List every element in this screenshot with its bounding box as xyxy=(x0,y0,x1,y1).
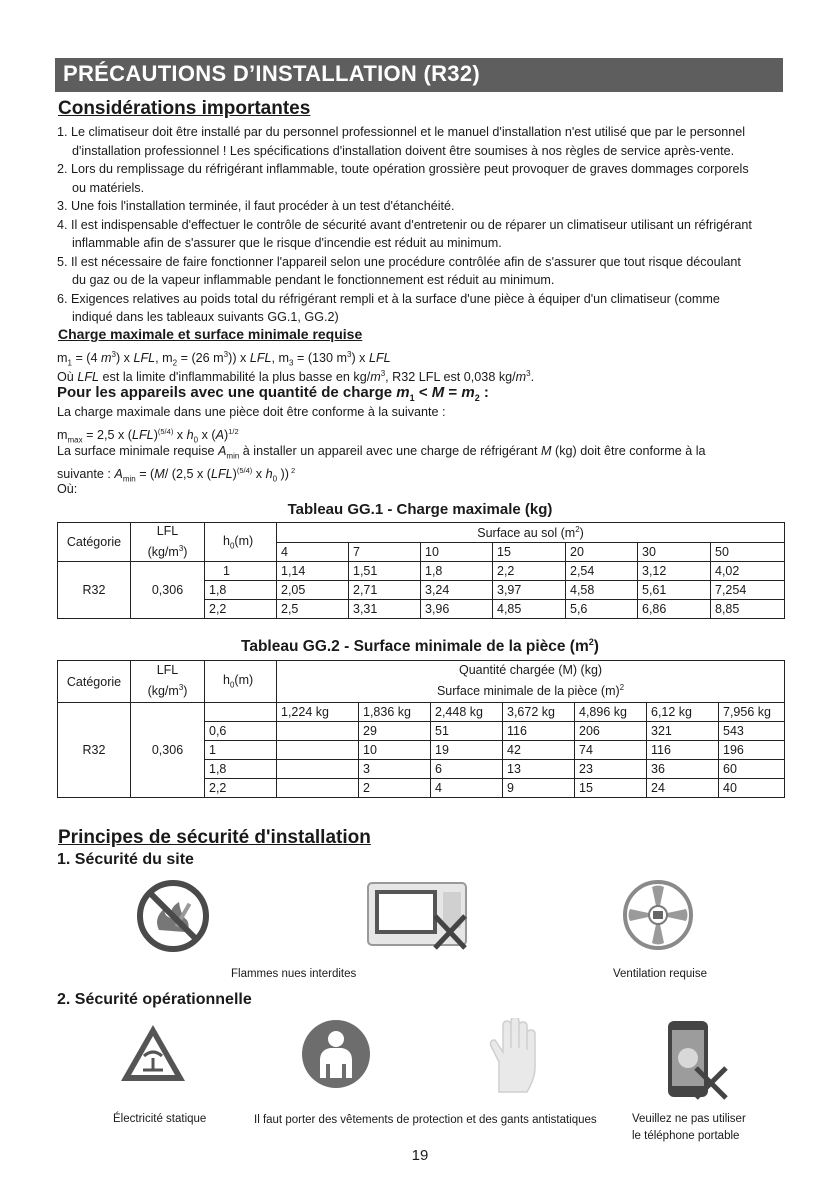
operational-safety-heading: 2. Sécurité opérationnelle xyxy=(57,991,252,1008)
category-cell: R32 xyxy=(58,703,131,798)
value-cell: 3 xyxy=(359,760,431,779)
value-cell: 2,5 xyxy=(277,600,349,619)
value-cell: 2,54 xyxy=(566,562,638,581)
value-cell: 5,61 xyxy=(638,581,711,600)
value-cell: 116 xyxy=(503,722,575,741)
page-number: 19 xyxy=(411,1147,429,1164)
value-cell: 2,71 xyxy=(349,581,421,600)
surface-20: 20 xyxy=(566,542,638,562)
considerations-list xyxy=(57,123,787,327)
lfl-cell: 0,306 xyxy=(131,703,205,798)
value-cell: 1,51 xyxy=(349,562,421,581)
safety-heading: Principes de sécurité d'installation xyxy=(58,827,371,848)
min-surface-formula: suivante : $A_{min} = (M/$ (2,5 x (LFL)$^{(5/4)}$ x $h_0$ )) $^2$ xyxy=(57,466,296,484)
value-cell: 2,05 xyxy=(277,581,349,600)
charge-cell: 3,672 kg xyxy=(503,703,575,722)
header-category: Catégorie xyxy=(58,661,131,703)
header-h0: $h_0(m)$ xyxy=(205,523,277,562)
value-cell: 42 xyxy=(503,741,575,760)
value-cell: 4 xyxy=(431,779,503,798)
value-cell xyxy=(277,760,359,779)
value-cell: 5,6 xyxy=(566,600,638,619)
mass-formula: $m_1 = (4$ $m^3$) x LFL, $m_2 = (26$ $m^3$)) x LFL, $m_3 = (130$ $m^3$) x LFL xyxy=(57,350,391,368)
value-cell: 19 xyxy=(431,741,503,760)
value-cell: 4,02 xyxy=(711,562,785,581)
lfl-definition: Où LFL est la limite d'inflammabilité la plus basse en $kg/m^3$, R32 LFL est 0,038 $kg/m^3$. xyxy=(57,369,535,385)
value-cell: 4,85 xyxy=(493,600,566,619)
charge-cell: 1,836 kg xyxy=(359,703,431,722)
surface-15: 15 xyxy=(493,542,566,562)
h-cell: 1,8 xyxy=(205,581,277,600)
value-cell: 4,58 xyxy=(566,581,638,600)
table-row xyxy=(58,703,785,722)
header-charge: Quantité chargée (M) (kg) Surface minimale de la pièce $(m)^2$ xyxy=(277,661,785,703)
charge-heading: Charge maximale et surface minimale requise xyxy=(58,326,363,342)
protective-clothing-icon xyxy=(300,1018,372,1095)
ventilation-icon xyxy=(622,879,694,956)
list-item-6: 6. Exigences relatives au poids total du réfrigérant rempli et à la surface d'une pièce à équiper d'un climatiseur (comme indiqué dans les tableaux suivants GG.1, GG.2) xyxy=(57,291,720,324)
static-warning-icon xyxy=(118,1022,188,1089)
h-cell: 1 xyxy=(205,741,277,760)
table2-caption: Tableau GG.2 - Surface minimale de la pièce $(m^2)$ xyxy=(241,637,599,656)
site-safety-heading: 1. Sécurité du site xyxy=(57,851,194,868)
value-cell: 8,85 xyxy=(711,600,785,619)
header-h0: $h_0(m)$ xyxy=(205,661,277,703)
caption-static: Électricité statique xyxy=(113,1113,207,1125)
appliance-prohibited-icon xyxy=(365,880,470,955)
value-cell: 543 xyxy=(719,722,785,741)
value-cell: 206 xyxy=(575,722,647,741)
max-charge-intro: La charge maximale dans une pièce doit être conforme à la suivante : xyxy=(57,405,446,419)
surface-7: 7 xyxy=(349,542,421,562)
charge-cell: 2,448 kg xyxy=(431,703,503,722)
caption-phone-line1: Veuillez ne pas utiliser xyxy=(632,1113,746,1125)
table-row xyxy=(58,562,785,581)
value-cell: 10 xyxy=(359,741,431,760)
value-cell: 3,24 xyxy=(421,581,493,600)
charge-cell: 6,12 kg xyxy=(647,703,719,722)
caption-protective: Il faut porter des vêtements de protection et des gants antistatiques xyxy=(254,1114,597,1126)
value-cell: 3,12 xyxy=(638,562,711,581)
list-item-1: 1. Le climatiseur doit être installé par du personnel professionnel et le manuel d'installation n'est utilisé que par le personnel d'installation professionnel ! Les spécifications d'installation doivent être soumises à nos règles de service après-vente. xyxy=(57,125,746,158)
list-item-4: 4. Il est indispensable d'effectuer le contrôle de sécurité avant d'entretenir ou de réparer un climatiseur utilisant un réfrigérant inflammable afin de s'assurer que le risque d'incendie est réduit au minimum. xyxy=(57,217,752,250)
value-cell: 36 xyxy=(647,760,719,779)
value-cell: 7,254 xyxy=(711,581,785,600)
caption-ventilation: Ventilation requise xyxy=(613,968,707,980)
charge-cell: 7,956 kg xyxy=(719,703,785,722)
category-cell: R32 xyxy=(58,562,131,619)
value-cell: 321 xyxy=(647,722,719,741)
value-cell: 24 xyxy=(647,779,719,798)
gloves-icon xyxy=(485,1018,547,1101)
min-surface-intro: La surface minimale requise $A_{min}$ à installer un appareil avec une charge de réfrigérant M (kg) doit être conforme à la xyxy=(57,444,706,461)
list-item-3: 3. Une fois l'installation terminée, il faut procéder à un test d'étanchéité. xyxy=(57,199,455,213)
h-cell: 1,8 xyxy=(205,760,277,779)
value-cell: 3,96 xyxy=(421,600,493,619)
surface-4: 4 xyxy=(277,542,349,562)
value-cell: 9 xyxy=(503,779,575,798)
mmax-formula: $m_{max} = 2,5$ x (LFL)$^{(5/4)}$ x $h_0$ x $(A)^{1/2}$ xyxy=(57,427,239,445)
title-banner xyxy=(55,58,783,92)
value-cell: 3,97 xyxy=(493,581,566,600)
value-cell xyxy=(277,741,359,760)
value-cell: 40 xyxy=(719,779,785,798)
value-cell: 23 xyxy=(575,760,647,779)
value-cell: 2,2 xyxy=(493,562,566,581)
value-cell: 74 xyxy=(575,741,647,760)
value-cell: 116 xyxy=(647,741,719,760)
no-flame-icon xyxy=(137,880,209,957)
value-cell: 51 xyxy=(431,722,503,741)
value-cell: 6 xyxy=(431,760,503,779)
appliances-heading: Pour les appareils avec une quantité de charge $m_1 < M = m_2$ : xyxy=(57,384,489,403)
table1-caption: Tableau GG.1 - Charge maximale (kg) xyxy=(287,501,553,518)
value-cell: 2 xyxy=(359,779,431,798)
header-category: Catégorie xyxy=(58,523,131,562)
table-max-charge xyxy=(57,522,785,619)
h-cell xyxy=(205,703,277,722)
page-title: PRÉCAUTIONS D’INSTALLATION (R32) xyxy=(63,61,481,86)
value-cell: 1,8 xyxy=(421,562,493,581)
phone-prohibited-icon xyxy=(660,1018,730,1105)
h-cell: 0,6 xyxy=(205,722,277,741)
list-item-2: 2. Lors du remplissage du réfrigérant inflammable, toute opération grossière peut provoquer de graves dommages corporels ou matériels. xyxy=(57,162,749,195)
table-row xyxy=(58,661,785,703)
value-cell: 13 xyxy=(503,760,575,779)
value-cell: 6,86 xyxy=(638,600,711,619)
table-min-surface xyxy=(57,660,785,798)
value-cell: 196 xyxy=(719,741,785,760)
value-cell: 1,14 xyxy=(277,562,349,581)
h-cell: 2,2 xyxy=(205,600,277,619)
lfl-cell: 0,306 xyxy=(131,562,205,619)
h-cell: 2,2 xyxy=(205,779,277,798)
where-label: Où: xyxy=(57,482,78,496)
caption-no-flame: Flammes nues interdites xyxy=(231,968,357,980)
h-cell: 1 xyxy=(205,562,277,581)
header-lfl: LFL $(kg/m^3)$ xyxy=(131,661,205,703)
value-cell: 60 xyxy=(719,760,785,779)
value-cell: 29 xyxy=(359,722,431,741)
surface-30: 30 xyxy=(638,542,711,562)
caption-phone-line2: le téléphone portable xyxy=(632,1130,740,1142)
surface-50: 50 xyxy=(711,542,785,562)
value-cell: 3,31 xyxy=(349,600,421,619)
header-lfl: LFL $(kg/m^3)$ xyxy=(131,523,205,562)
charge-cell: 1,224 kg xyxy=(277,703,359,722)
section-heading-considerations: Considérations importantes xyxy=(58,98,311,119)
value-cell xyxy=(277,779,359,798)
value-cell: 15 xyxy=(575,779,647,798)
value-cell xyxy=(277,722,359,741)
table-row xyxy=(58,523,785,543)
charge-cell: 4,896 kg xyxy=(575,703,647,722)
header-surface: Surface au sol $(m^2)$ xyxy=(277,523,785,543)
list-item-5: 5. Il est nécessaire de faire fonctionner l'appareil selon une procédure contrôlée afin de s'assurer que tout risque découlant du gaz ou de la vapeur inflammable pendant le fonctionnement est réduit au minimum. xyxy=(57,254,741,287)
surface-10: 10 xyxy=(421,542,493,562)
